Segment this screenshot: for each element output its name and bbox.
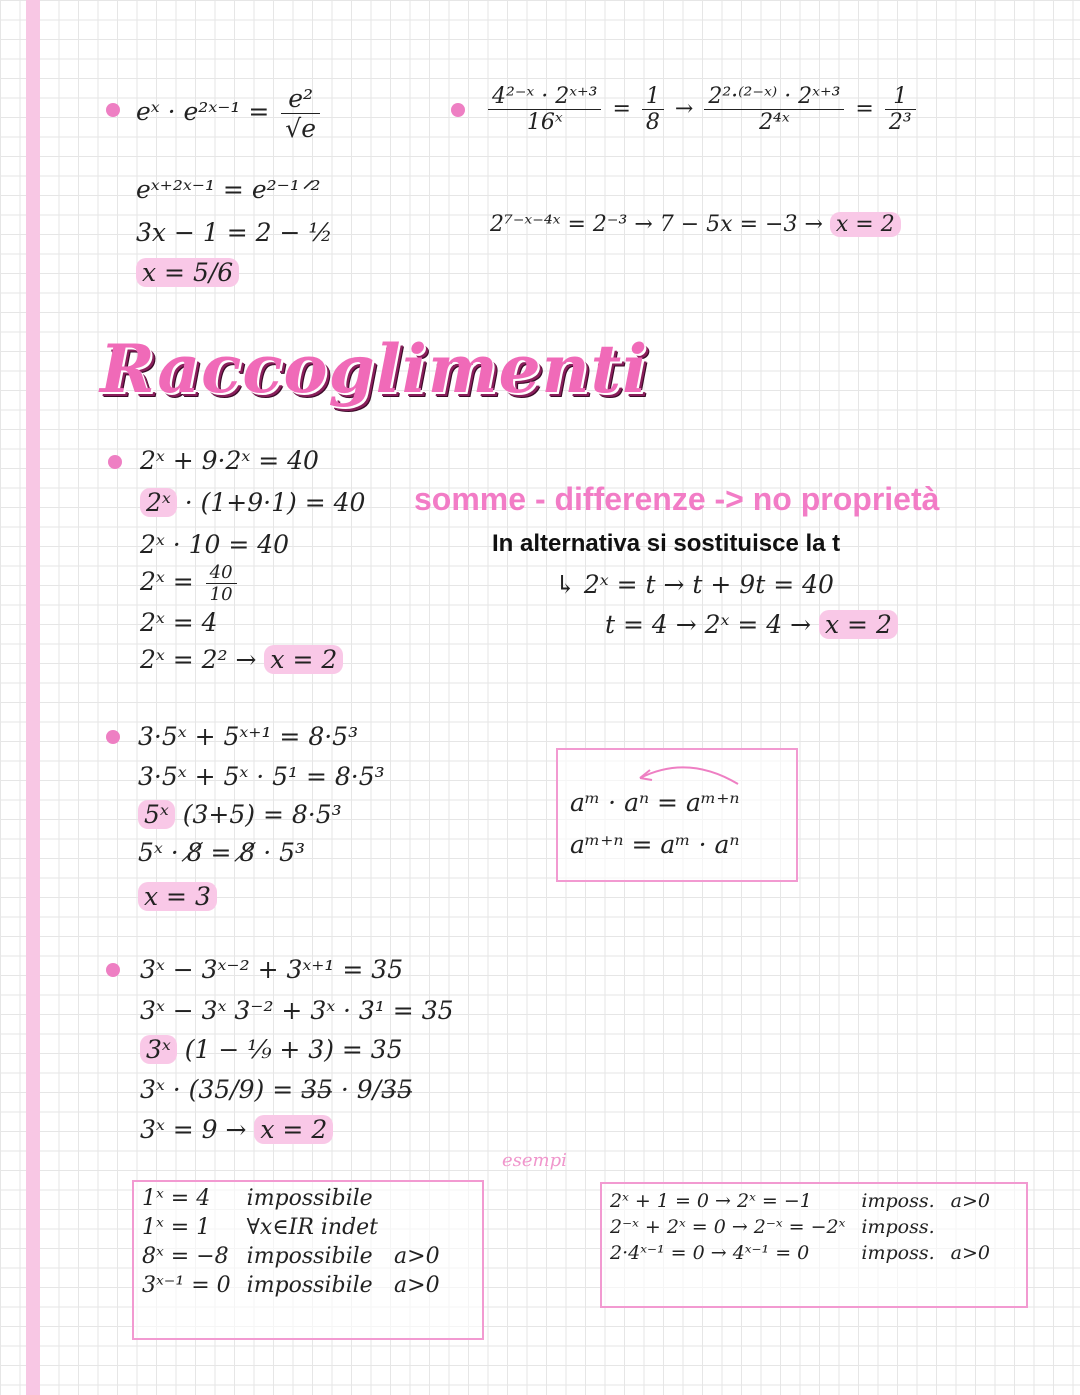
ex5-line3	[140, 1035, 403, 1064]
table-cell-eq: 8ˣ = −8	[142, 1244, 229, 1269]
ex1-frac-den: √e	[285, 114, 317, 143]
examples-note: esempi	[502, 1150, 567, 1171]
ex2b-frac-den: 2⁴ˣ	[759, 110, 790, 135]
alt-line2-eq: t = 4 → 2ˣ = 4 →	[605, 610, 812, 639]
ex2-line2b: 7 − 5x = −3	[659, 212, 798, 237]
rule-line1: aᵐ · aⁿ = aᵐ⁺ⁿ	[570, 788, 740, 817]
ex3-frac-num: 40	[206, 562, 237, 584]
alt-line2	[605, 610, 898, 639]
ex4-line4: 5ˣ · 8̸ = 8̸ · 5³	[138, 838, 306, 867]
ex2-eq-sign: =	[612, 96, 631, 122]
arrow-icon: →	[674, 96, 694, 122]
examples-table-left-grid	[134, 1184, 448, 1300]
examples-table-right	[600, 1182, 1028, 1308]
ex2-frac-den: 16ˣ	[526, 110, 563, 135]
ex2-result-highlight: x = 2	[830, 212, 901, 237]
ex2b-frac-num: 2²·⁽²⁻ˣ⁾ · 2ˣ⁺³	[704, 84, 844, 110]
table-cell-cond: a>0	[394, 1273, 440, 1298]
ex2-line2-eq: 2⁷⁻ˣ⁻⁴ˣ = 2⁻³	[490, 212, 628, 237]
ex4-line1: 3·5ˣ + 5ˣ⁺¹ = 8·5³	[138, 722, 359, 751]
ex4-result	[138, 882, 217, 911]
ex3-line3: 2ˣ · 10 = 40	[140, 530, 290, 559]
alt-subheading: In alternativa si sostituisce la t	[492, 530, 841, 557]
ex3-line4-lhs: 2ˣ =	[140, 567, 194, 596]
ex4-line2: 3·5ˣ + 5ˣ · 5¹ = 8·5³	[138, 762, 385, 791]
ex5-factor-highlight: 3ˣ	[140, 1035, 177, 1064]
ex3-frac-den: 10	[209, 584, 233, 605]
table-cell-eq: 2⁻ˣ + 2ˣ = 0 → 2⁻ˣ = −2ˣ	[610, 1216, 846, 1238]
table-cell-eq: 2·4ˣ⁻¹ = 0 → 4ˣ⁻¹ = 0	[610, 1242, 810, 1264]
ex3-factor-highlight: 2ˣ	[140, 488, 177, 517]
table-cell-desc: imposs.	[861, 1190, 935, 1212]
table-row	[602, 1214, 998, 1240]
bullet-dot	[106, 963, 120, 977]
ex2b-eq-sign: =	[855, 96, 874, 122]
curved-arrow-icon	[608, 758, 748, 788]
table-row	[134, 1213, 448, 1242]
table-row	[602, 1240, 998, 1266]
ex5-line2: 3ˣ − 3ˣ 3⁻² + 3ˣ · 3¹ = 35	[140, 996, 454, 1025]
ex3-line2	[140, 488, 365, 517]
ex1-result	[136, 258, 239, 287]
arrow-icon: →	[634, 212, 653, 237]
table-cell-eq: 1ˣ = 4	[142, 1186, 211, 1211]
ex4-factor-highlight: 5ˣ	[138, 800, 175, 829]
table-cell-desc: impossibile	[246, 1244, 373, 1269]
table-cell-eq: 2ˣ + 1 = 0 → 2ˣ = −1	[610, 1190, 812, 1212]
alt-result-highlight: x = 2	[819, 610, 898, 639]
ex3-line4	[140, 562, 241, 605]
ex3-result-highlight: x = 2	[264, 645, 343, 674]
section-title: Raccoglimenti	[100, 330, 649, 408]
table-cell-cond: a>0	[950, 1190, 990, 1212]
table-cell-cond	[943, 1214, 998, 1240]
ex2-fraction-left	[488, 84, 601, 135]
arrow-icon: →	[804, 212, 823, 237]
bullet-dot	[108, 455, 122, 469]
ex2b-fraction-right	[885, 84, 916, 135]
ex5-line5-eq: 3ˣ = 9 →	[140, 1115, 247, 1144]
ex2-fraction-right	[642, 84, 664, 135]
table-cell-desc: imposs.	[861, 1216, 935, 1238]
bullet-dot	[106, 103, 120, 117]
table-cell-desc: imposs.	[861, 1242, 935, 1264]
table-row	[134, 1271, 448, 1300]
ex1-result-highlight: x = 5/6	[136, 258, 239, 287]
table-cell-cond: a>0	[950, 1242, 990, 1264]
ex1-line3: 3x − 1 = 2 − ½	[136, 218, 333, 247]
ex1-fraction	[281, 84, 320, 143]
table-cell-desc: impossibile	[246, 1186, 373, 1211]
examples-table-right-grid	[602, 1188, 998, 1266]
table-cell-cond	[386, 1184, 448, 1213]
table-row	[602, 1188, 998, 1214]
ex5-line5	[140, 1115, 333, 1144]
ex2-line2	[490, 212, 901, 237]
ex3-fraction	[206, 562, 237, 605]
ex1-frac-num: e²	[281, 84, 320, 114]
ex3-line6-eq: 2ˣ = 2² →	[140, 645, 257, 674]
examples-table-left	[132, 1180, 484, 1340]
table-cell-eq: 3ˣ⁻¹ = 0	[142, 1273, 231, 1298]
ex2-rfrac-den: 8	[645, 110, 660, 135]
ex2-line1	[484, 84, 920, 135]
table-cell-eq: 1ˣ = 1	[142, 1215, 211, 1240]
exponent-rule-box	[556, 748, 798, 882]
ex1-line1	[136, 84, 324, 143]
table-cell-desc: ∀x∈IR indet	[246, 1215, 379, 1240]
ex2-frac-num: 4²⁻ˣ · 2ˣ⁺³	[488, 84, 601, 110]
ex5-line4: 3ˣ · (35/9) = 3̶5̶ · 9/3̶5̶	[140, 1075, 413, 1104]
ex4-result-highlight: x = 3	[138, 882, 217, 911]
table-cell-cond: a>0	[394, 1244, 440, 1269]
alt-line1: ↳ 2ˣ = t → t + 9t = 40	[555, 570, 834, 599]
ex3-line6	[140, 645, 343, 674]
ex5-line3-rest: (1 − ⅑ + 3) = 35	[184, 1035, 403, 1064]
rule-line2: aᵐ⁺ⁿ = aᵐ · aⁿ	[570, 830, 740, 859]
table-row	[134, 1184, 448, 1213]
ex3-line5: 2ˣ = 4	[140, 608, 218, 637]
table-cell-desc: impossibile	[246, 1273, 373, 1298]
ex5-result-highlight: x = 2	[254, 1115, 333, 1144]
table-cell-cond	[386, 1213, 448, 1242]
ex5-line1: 3ˣ − 3ˣ⁻² + 3ˣ⁺¹ = 35	[140, 955, 404, 984]
table-row	[134, 1242, 448, 1271]
bullet-dot	[451, 103, 465, 117]
ex4-line3-rest: (3+5) = 8·5³	[182, 800, 342, 829]
ex1-line1-lhs: eˣ · e²ˣ⁻¹ =	[136, 97, 270, 126]
ex4-line3	[138, 800, 342, 829]
ex3-line2-rest: · (1+9·1) = 40	[184, 488, 366, 517]
ex2b-rfrac-num: 1	[885, 84, 916, 110]
ex2-rfrac-num: 1	[642, 84, 664, 110]
ex1-line2: eˣ⁺²ˣ⁻¹ = e²⁻¹ᐟ²	[136, 175, 321, 204]
ex2-fraction-b	[704, 84, 844, 135]
alt-heading: somme - differenze -> no proprietà	[414, 481, 940, 517]
notebook-margin-line	[26, 0, 40, 1395]
bullet-dot	[106, 730, 120, 744]
ex3-line1: 2ˣ + 9·2ˣ = 40	[140, 446, 319, 475]
ex2b-rfrac-den: 2³	[888, 110, 912, 135]
